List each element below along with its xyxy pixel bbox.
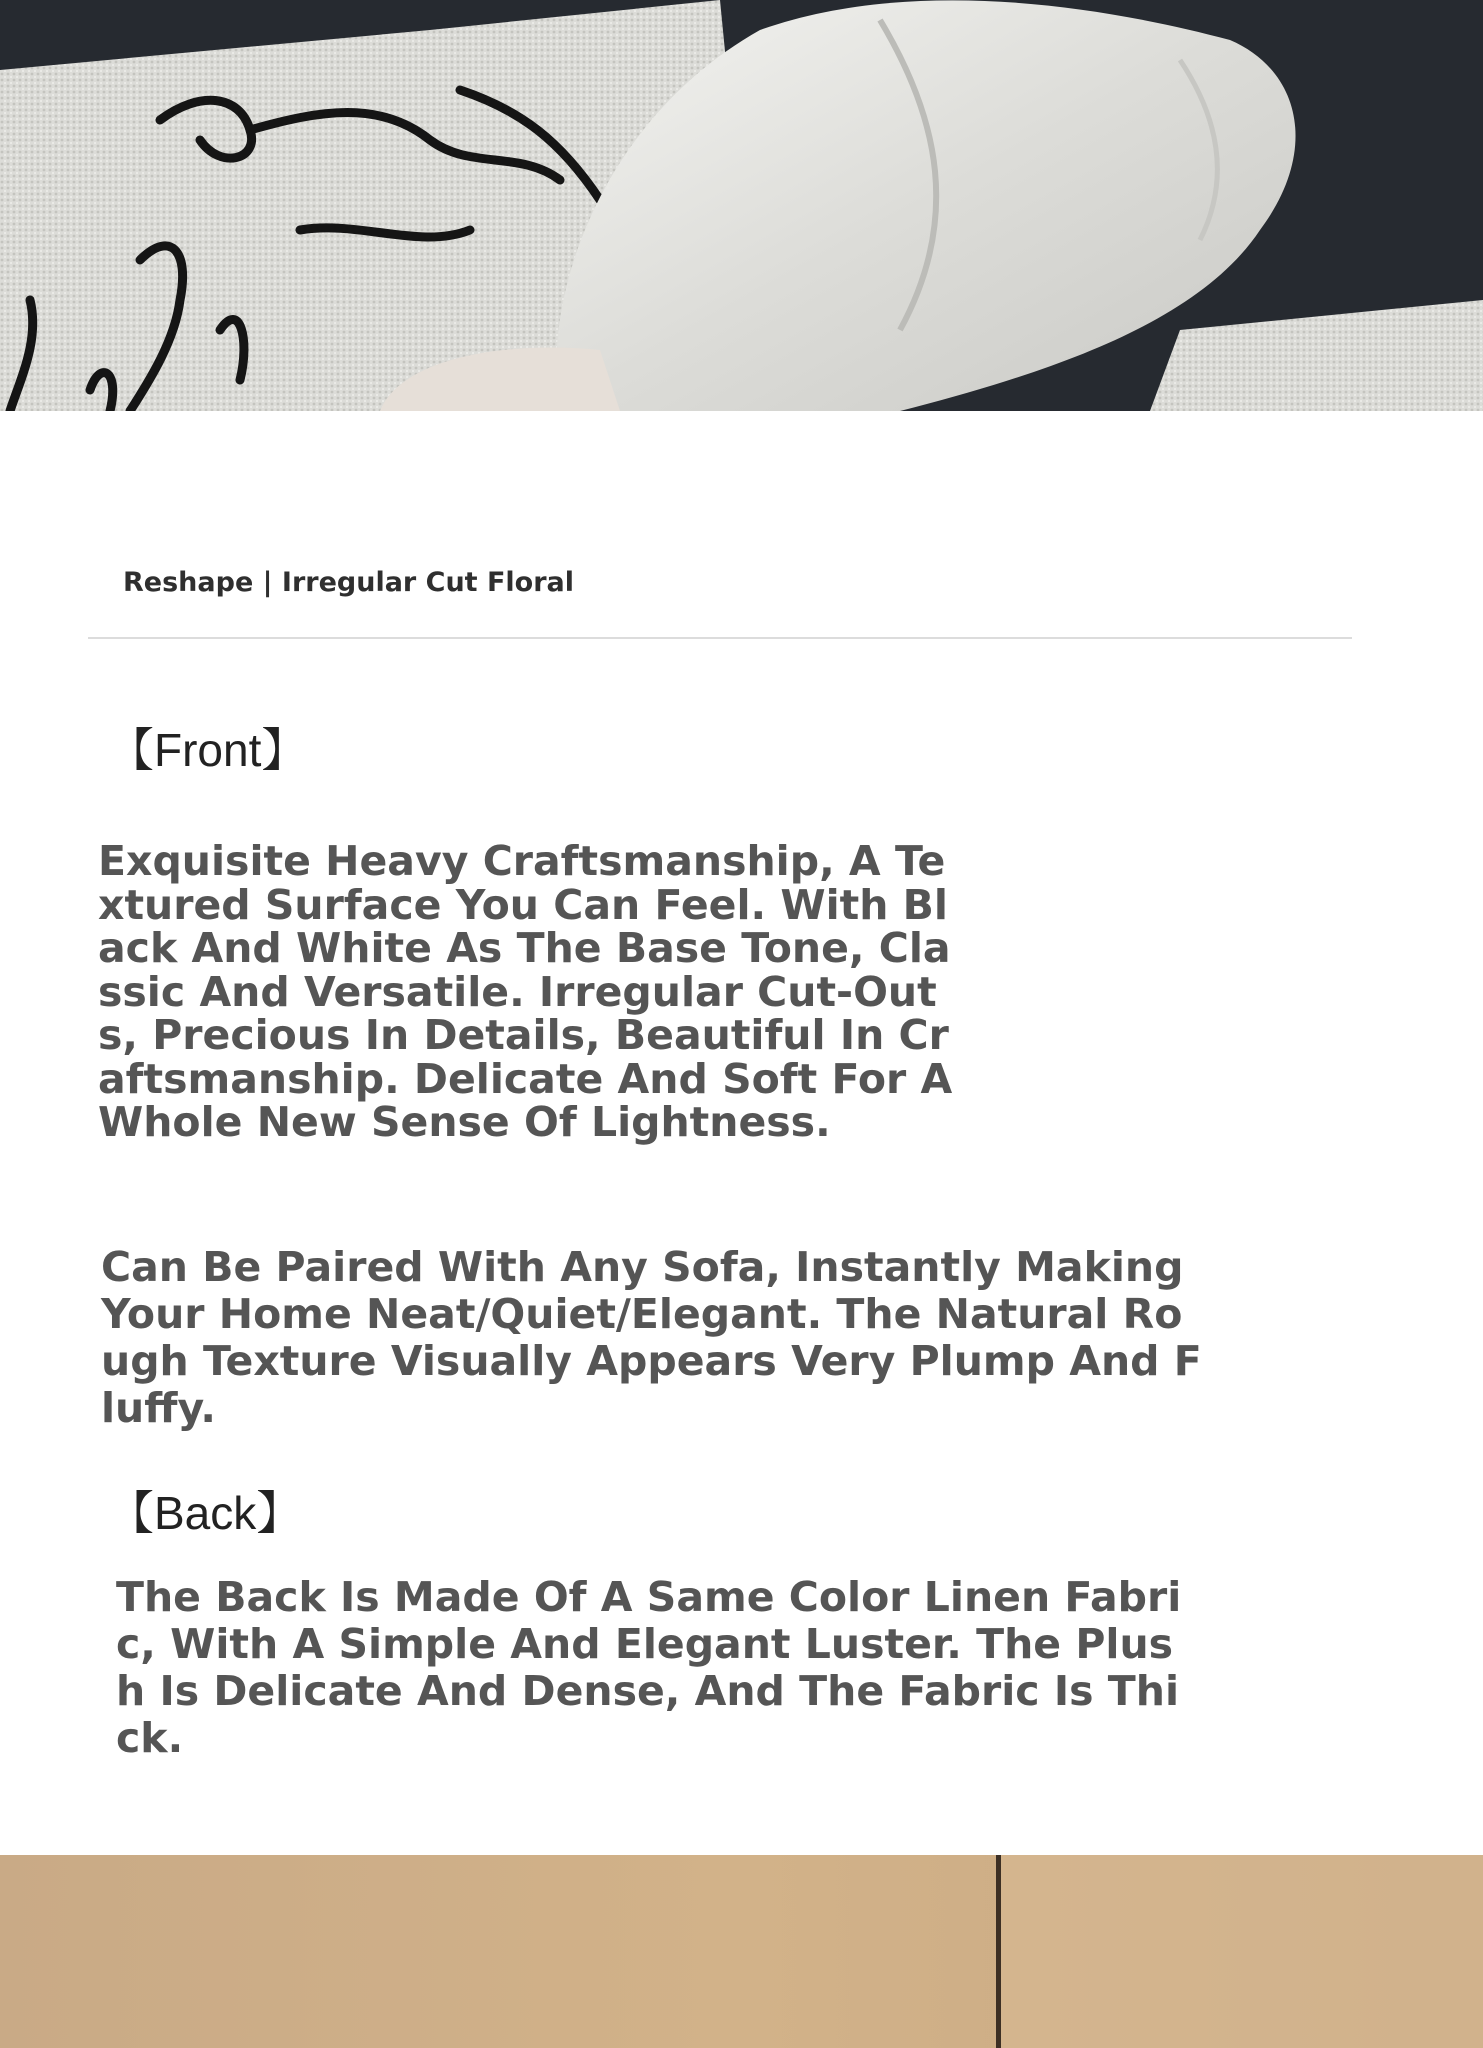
product-photo-top [0, 0, 1483, 411]
product-photo-bottom [0, 1855, 1483, 2048]
front-description-1: Exquisite Heavy Craftsmanship, A Textured Surface You Can Feel. With Black And White As The Base Tone, Classic And Versatile. Irregular Cut-Outs, Precious In Details, Beautiful In Craftsmanship. Delicate And Soft For A Whole New Sense Of Lightness. [98, 837, 953, 1146]
front-description-2: Can Be Paired With Any Sofa, Instantly Making Your Home Neat/Quiet/Elegant. The Natural Rough Texture Visually Appears Very Plump And Fluffy. [101, 1243, 1202, 1432]
wood-panel-photo [0, 1855, 1483, 2048]
front-section-title: 【Front】 [108, 724, 308, 776]
section-divider [88, 637, 1352, 639]
back-description: The Back Is Made Of A Same Color Linen Fabric, With A Simple And Elegant Luster. The Plush Is Delicate And Dense, And The Fabric Is Thick. [116, 1573, 1182, 1762]
product-breadcrumb: Reshape | Irregular Cut Floral [123, 567, 575, 598]
back-section-title: 【Back】 [108, 1487, 303, 1539]
rug-cushion-photo [0, 0, 1483, 411]
